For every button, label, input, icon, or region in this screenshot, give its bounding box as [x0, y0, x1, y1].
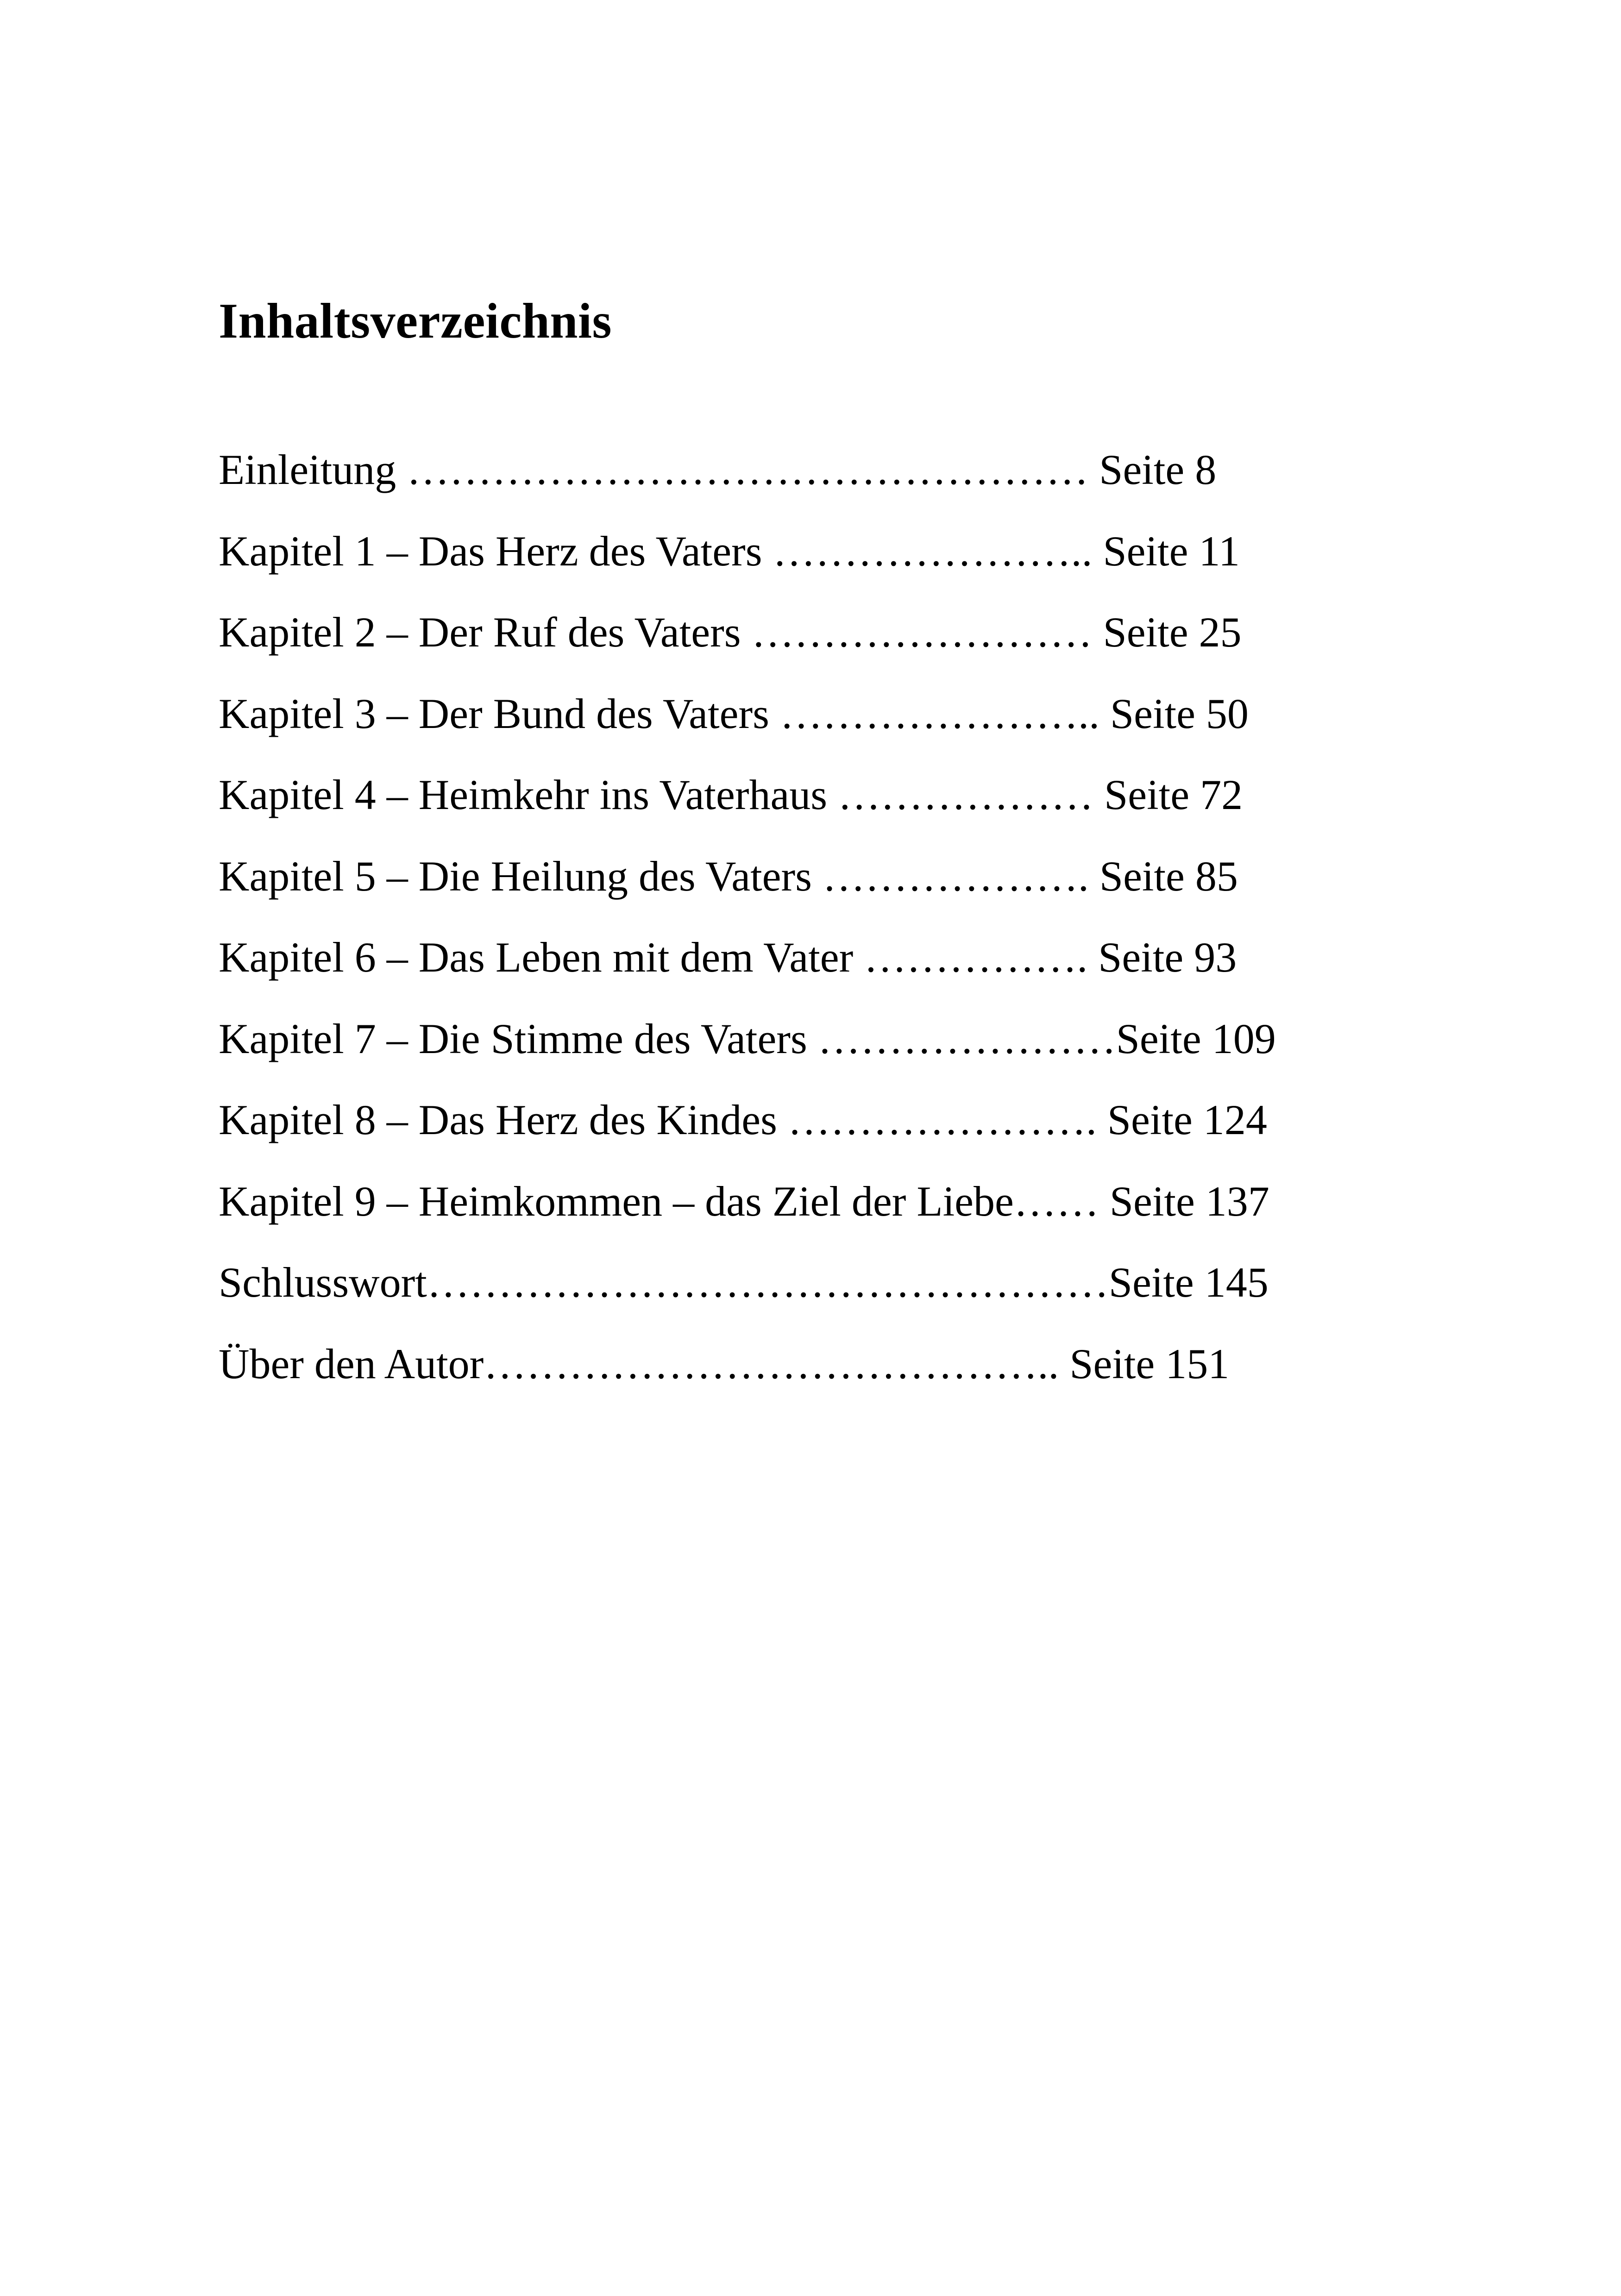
toc-entry-page: Seite 137	[1099, 1177, 1269, 1225]
toc-entry-ueber-den-autor	[219, 1342, 1423, 1424]
toc-entry-kapitel-7	[219, 1017, 1423, 1099]
toc-entry-page: Seite 8	[1088, 446, 1217, 493]
toc-entry-title: Über den Autor	[219, 1340, 484, 1387]
toc-entry-title: Kapitel 3 – Der Bund des Vaters	[219, 690, 780, 737]
toc-entry-title: Kapitel 9 – Heimkommen – das Ziel der Liebe	[219, 1177, 1014, 1225]
toc-entry-title: Kapitel 7 – Die Stimme des Vaters	[219, 1015, 818, 1062]
toc-entry-title: Einleitung	[219, 446, 407, 493]
toc-entry-leader: …………………	[817, 1015, 1116, 1062]
toc-entry-title: Kapitel 5 – Die Heilung des Vaters	[219, 852, 823, 900]
toc-entry-leader: …………………………………………	[427, 1259, 1109, 1306]
toc-entry-title: Kapitel 6 – Das Leben mit dem Vater	[219, 934, 864, 981]
toc-entry-leader: ………………	[838, 771, 1094, 818]
toc-entry-leader: ……	[1013, 1177, 1099, 1225]
toc-entry-title: Kapitel 8 – Das Herz des Kindes	[219, 1096, 788, 1143]
toc-entry-kapitel-5	[219, 852, 1423, 936]
toc-entry-page: Seite 151	[1059, 1340, 1230, 1387]
toc-entry-leader: ……………………	[751, 609, 1093, 656]
toc-entry-page: Seite 85	[1088, 852, 1238, 900]
toc-entry-leader: …………………………………………	[407, 446, 1089, 493]
toc-entry-page: Seite 124	[1096, 1096, 1267, 1143]
page-title: Inhaltsverzeichnis	[219, 294, 612, 349]
toc-entry-page: Seite 50	[1110, 690, 1249, 737]
toc-entry-leader: …………………..	[779, 690, 1110, 737]
toc-entry-kapitel-8	[219, 1098, 1423, 1180]
toc-entry-page: Seite 93	[1087, 934, 1237, 981]
toc-entry-leader: …………………..	[773, 527, 1093, 575]
toc-entry-title: Kapitel 2 – Der Ruf des Vaters	[219, 609, 752, 656]
table-of-contents	[219, 448, 1423, 1424]
toc-entry-kapitel-3	[219, 692, 1423, 774]
toc-entry-page: Seite 109	[1116, 1015, 1276, 1062]
toc-entry-kapitel-1	[219, 527, 1423, 611]
toc-entry-einleitung	[219, 448, 1423, 530]
toc-entry-kapitel-2	[219, 611, 1423, 692]
toc-entry-title: Schlusswort	[219, 1259, 427, 1306]
toc-entry-leader: ………………….	[787, 1096, 1097, 1143]
toc-entry-kapitel-9	[219, 1177, 1423, 1261]
toc-entry-kapitel-6	[219, 936, 1423, 1017]
toc-entry-schlusswort	[219, 1261, 1423, 1342]
toc-entry-page: Seite 25	[1092, 609, 1242, 656]
toc-entry-page: Seite 72	[1093, 771, 1243, 818]
toc-entry-page: Seite 145	[1108, 1259, 1269, 1306]
toc-entry-leader: ……………….	[822, 852, 1089, 900]
toc-entry-leader: …………….	[864, 934, 1088, 981]
toc-entry-leader: …………………………………..	[484, 1340, 1059, 1387]
toc-entry-page: Seite 11	[1092, 527, 1240, 575]
toc-entry-title: Kapitel 4 – Heimkehr ins Vaterhaus	[219, 771, 838, 818]
toc-entry-kapitel-4	[219, 773, 1423, 855]
toc-entry-title: Kapitel 1 – Das Herz des Vaters	[219, 527, 773, 575]
